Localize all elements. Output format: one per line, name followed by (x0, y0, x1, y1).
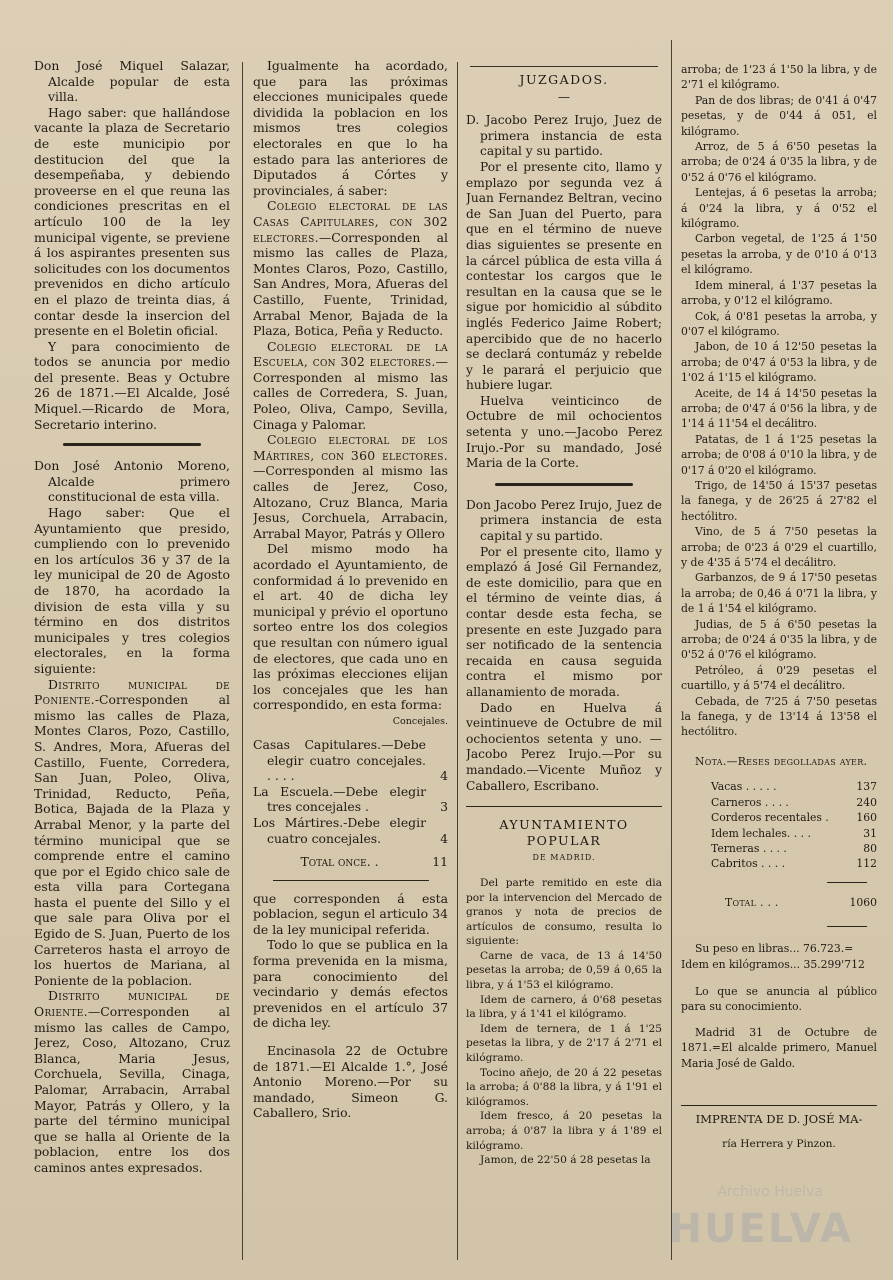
colegio-1-label: Colegio electoral de las Casas Capitulares, con 302 electores. (253, 198, 448, 245)
reses-label: Corderos recentales . (711, 811, 829, 825)
colegio-1-text: —Corresponden al mismo las calles de Plaza, Montes Claros, Pozo, Castillo, San Andres, Mora, Afueras del Castillo, Fuente, Trinidad, Arrabal Menor, Bajada de la Plaza, Botica, Peña y Reducto. (253, 229, 448, 339)
price-item: Arroz, de 5 á 6'50 pesetas la arroba; de 0'24 á 0'35 la libra, y de 0'52 á 0'76 el kilógramo. (681, 140, 877, 184)
peso-libras: Su peso en libras... 76.723.= (695, 942, 854, 956)
price-item: Vino, de 5 á 7'50 pesetas la arroba; de 0'23 á 0'29 el cuartillo, y de 4'35 á 5'74 el decálitro. (681, 525, 877, 569)
district-poniente-text: -Corresponden al mismo las calles de Plaza, Montes Claros, Pozo, Castillo, S. Andres, Mora, Afueras del Castillo, Fuente, Corredera, San Juan, Poleo, Oliva, Trinidad, Reducto, Peña, Botica, Bajada de la Plaza y Arrabal Menor, y la parte del término municipal que se comprende entre el camino que por el Egido chico sale de esta villa para Cortegana hasta el puente del Sillo y el que sale para Oliva por el Egido de S. Juan, Puerto de los Carreteros hasta el arroyo de los huertos de Mariana, al Poniente de la poblacion. (34, 692, 230, 988)
colegio-martires (253, 432, 448, 541)
concejales-row-label: Casas Capitulares.—Debe elegir cuatro concejales. . . . . (253, 736, 426, 784)
price-item: Cebada, de 7'25 á 7'50 pesetas la fanega, y de 13'14 á 13'58 el hectólitro. (681, 694, 877, 739)
price-item: Garbanzos, de 9 á 17'50 pesetas la arroba; de 0,46 á 0'71 la libra, y de 1 á 1'54 el kilógramo. (681, 571, 877, 616)
poblacion-paragraph: que corresponden á esta poblacion, segun el articulo 34 de la ley municipal referida. (253, 890, 448, 937)
price-item: Trigo, de 14'50 á 15'37 pesetas la fanega, y de 26'25 á 27'82 el hectólitro. (681, 478, 877, 523)
juzgado-notice-2-closing: Dado en Huelva á veintinueve de Octubre de mil ochocientos setenta y uno. —Jacobo Perez Irujo.—Por su mandado.—Vicente Muñoz y Caballero, Escribano. (466, 700, 662, 793)
concejales-row-value: 4 (440, 768, 448, 784)
concejales-row-value: 3 (440, 799, 448, 815)
price-item: Tocino añejo, de 20 á 22 pesetas la arroba; á 0'88 la libra, y á 1'91 el kilógramos. (466, 1066, 662, 1108)
colegio-2-text: —Corresponden al mismo las calles de Corredera, S. Juan, Poleo, Oliva, Campo, Sevilla, Cinaga y Palomar. (253, 354, 448, 432)
juzgado-notice-1-body: Por el presente cito, llamo y emplazo por segunda vez á Juan Fernandez Beltran, vecino de San Juan del Puerto, para que en el término de nueve dias siguientes se presente en la cárcel pública de esta villa á contestar los cargos que le resultan en la causa que se le sigue por homicidio al súbdito inglés Federico Jaime Robert; apercibido que de no hacerlo se declará contumáz y rebelde y le parará el perjuicio que hubiere lugar. (466, 159, 662, 393)
reses-total (681, 895, 877, 910)
spacer (253, 1031, 448, 1043)
colegio-3-label: Colegio electoral de los Mártires, con 360 electores. (253, 432, 448, 463)
madrid-signature: Madrid 31 de Octubre de 1871.=El alcalde primero, Manuel Maria José de Galdo. (681, 1025, 877, 1070)
reses-row (681, 810, 877, 825)
reses-label: Carneros . . . . (711, 795, 789, 809)
sorteo-paragraph: Del mismo modo ha acordado el Ayuntamiento, de conformidad á lo prevenido en el art. 40 de dicha ley municipal y prévio el oportuno sorteo entre los dos colegios que resultan con número igual de electores, que cada uno en las próximas elecciones elijan los concejales que les han correspondido, en esta forma: (253, 541, 448, 713)
peso-kilogramos: Idem en kilógramos... 35.299'712 (681, 957, 865, 971)
price-item: arroba; de 1'23 á 1'50 la libra, y de 2'71 el kilógramo. (681, 63, 877, 92)
concejales-total (253, 854, 448, 870)
spacer (681, 1015, 877, 1025)
column-4 (681, 62, 877, 1260)
publicacion-paragraph: Todo lo que se publica en la forma prevenida en la misma, para conocimiento del vecindario y demás efectos prevenidos en el artículo 37 de dicha ley. (253, 937, 448, 1031)
price-item: Idem de carnero, á 0'68 pesetas la libra, y á 1'41 el kilógramo. (466, 993, 662, 1021)
juzgado-notice-2-intro: Don Jacobo Perez Irujo, Juez de primera instancia de esta capital y su partido. (466, 497, 662, 544)
concejales-row (253, 737, 448, 784)
imprenta-line-2: ría Herrera y Pinzon. (722, 1138, 836, 1151)
reses-label: Vacas . . . . . (711, 780, 777, 794)
price-item: Judias, de 5 á 6'50 pesetas la arroba; de 0'24 á 0'35 la libra, y de 0'52 á 0'76 el kilógramo. (681, 617, 877, 662)
colegio-2-label: Colegio electoral de la Escuela, con 302 electores. (253, 338, 448, 370)
reses-row (681, 779, 877, 794)
colegio-escuela (253, 339, 448, 433)
reses-value: 31 (863, 826, 877, 840)
concejales-row-value: 4 (440, 830, 448, 846)
separator (63, 443, 200, 446)
reses-value: 160 (856, 811, 877, 825)
price-item: Lentejas, á 6 pesetas la arroba; á 0'24 la libra, y á 0'52 el kilógramo. (681, 186, 877, 231)
reses-value: 137 (856, 780, 877, 794)
notice-1-body: Hago saber: que hallándose vacante la plaza de Secretario de este municipio por destitucion del que la desempeñaba, y debiendo proveerse en el que reuna las condiciones prescritas en el artículo 100 de la ley municipal vigente, se previene á los aspirantes presenten sus solicitudes con los documentos prevenidos en dicho artículo en el plazo de treinta dias, á contar desde la insercion del presente en el Boletin oficial. (34, 104, 230, 339)
concejales-header: Concejales. (392, 715, 448, 727)
column-3 (466, 58, 662, 1260)
district-poniente-label: Distrito municipal de Poniente. (34, 676, 230, 708)
notice-2-intro: Don José Antonio Moreno, Alcalde primero constitucional de esta villa. (34, 458, 230, 505)
separator (466, 806, 662, 807)
reses-total-label: Total . . . (725, 895, 779, 909)
watermark-logo: HUELVA (668, 1206, 853, 1252)
column-divider-3 (671, 40, 672, 1260)
notice-1-closing: Y para conocimiento de todos se anuncia por medio del presente. Beas y Octubre 26 de 1871.—El Alcalde, José Miquel.—Ricardo de Mora, Secretario interino. (34, 338, 230, 432)
encinasola-signature: Encinasola 22 de Octubre de 1871.—El Alcalde 1.°, José Antonio Moreno.—Por su mandado, Simeon G. Caballero, Srio. (253, 1043, 448, 1121)
juzgado-notice-1-intro: D. Jacobo Perez Irujo, Juez de primera instancia de esta capital y su partido. (466, 113, 662, 159)
price-item: Idem fresco, á 20 pesetas la arroba; á 0'87 la libra y á 1'89 el kilógramo. (466, 1110, 662, 1152)
reses-row (681, 795, 877, 810)
heading-dash: — (557, 89, 571, 104)
reses-nota: Nota.—Reses degolladas ayer. (695, 754, 868, 768)
price-item: Jabon, de 10 á 12'50 pesetas la arroba; de 0'47 á 0'53 la libra, y de 1'02 á 1'15 el kilógramo. (681, 340, 877, 385)
separator (681, 1105, 877, 1106)
reses-total-value: 1060 (849, 895, 877, 909)
ayuntamiento-heading: AYUNTAMIENTO POPULAR (499, 817, 629, 848)
watermark-subtitle: Archivo Huelva (717, 1184, 823, 1200)
price-item: Petróleo, á 0'29 pesetas el cuartillo, y á 5'74 el decálitro. (681, 663, 877, 693)
separator (495, 483, 632, 486)
juzgado-notice-1-closing: Huelva veinticinco de Octubre de mil ochocientos setenta y uno.—Jacobo Perez Irujo.-Por su mandado, José Maria de la Corte. (466, 393, 662, 471)
colegio-3-text: —Corresponden al mismo las calles de Jerez, Coso, Altozano, Cruz Blanca, Maria Jesus, Corchuela, Arrabacin, Arrabal Mayor, Patrás y Ollero (253, 463, 448, 541)
column-divider-1 (242, 62, 243, 1260)
concejales-total-label: Total once. . (300, 854, 379, 870)
separator (827, 882, 867, 883)
concejales-row-label: Los Mártires.-Debe elegir cuatro concejales. (253, 814, 426, 846)
district-oriente-text: —Corresponden al mismo las calles de Campo, Jerez, Coso, Altozano, Cruz Blanca, Maria Jesus, Corchuela, Sevilla, Cinaga, Palomar, Arrabacin, Arrabal Mayor, Patrás y Ollero, y la parte del término municipal que se halla al Oriente de la poblacion, entre los dos caminos antes expresados. (34, 1004, 230, 1175)
price-item: Cok, á 0'81 pesetas la arroba, y 0'07 el kilógramo. (681, 309, 877, 338)
reses-value: 80 (863, 841, 877, 855)
price-list (466, 876, 662, 1168)
column-1 (34, 58, 230, 1260)
concejales-total-value: 11 (432, 854, 448, 870)
concejales-row (253, 815, 448, 846)
ayuntamiento-intro: Del parte remitido en este dia por la intervencion del Mercado de granos y nota de precios de artículos de consumo, resulta lo siguiente: (466, 876, 662, 948)
notice-2-body: Hago saber: Que el Ayuntamiento que presido, cumpliendo con lo prevenido en los artículos 36 y 37 de la ley municipal de 20 de Agosto de 1870, ha acordado la division de esta villa y su término en dos distritos municipales y tres colegios electorales, en la forma siguiente: (34, 505, 230, 676)
juzgados-heading: JUZGADOS. (519, 72, 609, 87)
price-item: Pan de dos libras; de 0'41 á 0'47 pesetas, y de 0'44 á 051, el kilógramo. (681, 93, 877, 138)
reses-label: Idem lechales. . . . (711, 826, 811, 840)
price-item: Carne de vaca, de 13 á 14'50 pesetas la arroba; de 0,59 á 0,65 la libra, y á 1'53 el kilógramo. (466, 949, 662, 992)
anuncio-paragraph: Lo que se anuncia al público para su conocimiento. (681, 984, 877, 1014)
colegio-casas-capitulares (253, 198, 448, 338)
juzgado-notice-2-body: Por el presente cito, llamo y emplazó á José Gil Fernandez, de este domicilio, para que en el término de veinte dias, á contar desde esta fecha, se presente en este Juzgado para ser notificado de la sentencia recaida en causa seguida contra el mismo por allanamiento de morada. (466, 544, 662, 699)
concejales-row (253, 784, 448, 815)
district-oriente-label: Distrito municipal de Oriente. (34, 988, 230, 1020)
spacer (681, 769, 877, 779)
separator (273, 880, 429, 881)
reses-row (681, 841, 877, 856)
price-item: Idem mineral, á 1'37 pesetas la arroba, y 0'12 el kilógramo. (681, 278, 877, 308)
reses-value: 240 (856, 795, 877, 809)
district-poniente (34, 677, 230, 989)
reses-label: Cabritos . . . . (711, 857, 786, 871)
colegios-intro: Igualmente ha acordado, que para las próximas elecciones municipales quede dividida la poblacion en los mismos tres colegios electorales en que lo ha estado para las anteriores de Diputados á Córtes y provinciales, á saber: (253, 58, 448, 198)
price-item: Patatas, de 1 á 1'25 pesetas la arroba; de 0'08 á 0'10 la libra, y de 0'17 á 0'20 el kilógramo. (681, 432, 877, 477)
column-2 (253, 58, 448, 1260)
separator (827, 926, 867, 927)
reses-row (681, 856, 877, 871)
ayuntamiento-subheading: DE MADRID. (532, 853, 596, 863)
imprenta-line-1: IMPRENTA DE D. JOSÉ MA- (695, 1111, 863, 1126)
price-item: Carbon vegetal, de 1'25 á 1'50 pesetas la arroba, y de 0'10 á 0'13 el kilógramo. (681, 232, 877, 277)
spacer (681, 972, 877, 984)
price-item: Jamon, de 22'50 á 28 pesetas la (480, 1154, 651, 1167)
reses-label: Terneras . . . . (711, 841, 787, 855)
spacer (681, 1071, 877, 1105)
district-oriente (34, 988, 230, 1175)
price-item: Aceite, de 14 á 14'50 pesetas la arroba; de 0'47 á 0'56 la libra, y de 1'14 á 11'54 el decálitro. (681, 386, 877, 431)
price-item: Idem de ternera, de 1 á 1'25 pesetas la libra, y de 2'17 á 2'71 el kilógramo. (466, 1022, 662, 1065)
notice-1-intro: Don José Miquel Salazar, Alcalde popular de esta villa. (34, 58, 230, 105)
concejales-row-label: La Escuela.—Debe elegir tres concejales . (253, 783, 426, 815)
spacer (681, 740, 877, 754)
reses-value: 112 (856, 857, 877, 871)
reses-row (681, 826, 877, 841)
column-divider-2 (457, 62, 458, 1260)
